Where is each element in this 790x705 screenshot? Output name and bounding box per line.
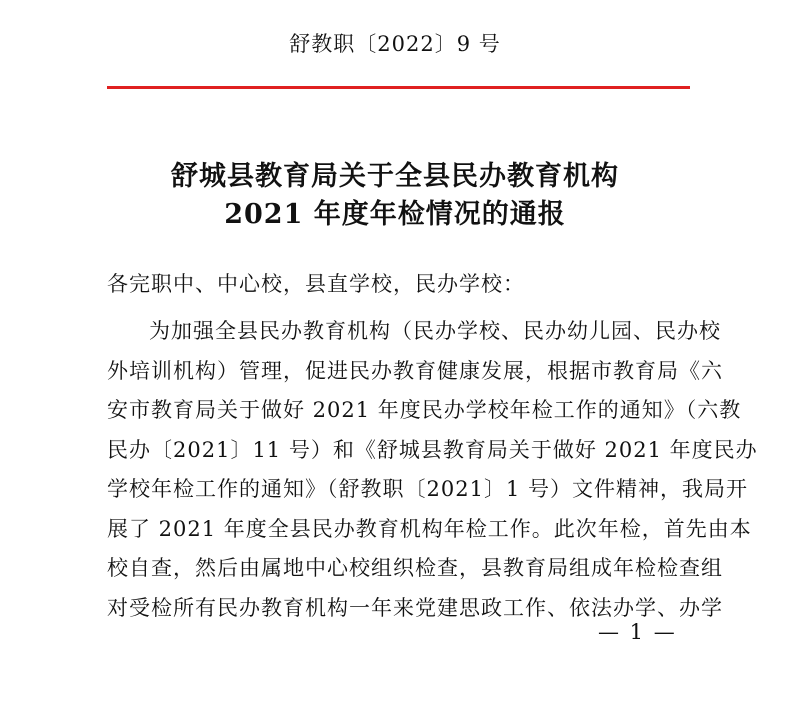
document-title <box>0 158 790 234</box>
body-line: 为加强全县民办教育机构（民办学校、民办幼儿园、民办校 <box>149 319 721 343</box>
title-line-1: 舒城县教育局关于全县民办教育机构 <box>171 161 619 192</box>
body-line: 展了 2021 年度全县民办教育机构年检工作。此次年检，首先由本 <box>107 516 752 541</box>
document-number: 舒教职〔2022〕9 号 <box>289 32 501 56</box>
body-line: 学校年检工作的通知》（舒教职〔2021〕1 号）文件精神，我局开 <box>107 477 748 501</box>
title-line-2: 2021 年度年检情况的通报 <box>224 199 566 230</box>
body-line: 校自查，然后由属地中心校组织检查，县教育局组成年检检查组 <box>107 556 723 580</box>
body-text <box>107 312 758 628</box>
body-line: 外培训机构）管理，促进民办教育健康发展，根据市教育局《六 <box>107 358 723 383</box>
red-header-rule <box>107 86 690 89</box>
body-line: 民办〔2021〕11 号）和《舒城县教育局关于做好 2021 年度民办 <box>107 437 758 462</box>
body-line: 安市教育局关于做好 2021 年度民办学校年检工作的通知》（六教 <box>107 398 742 422</box>
salutation: 各完职中、中心校，县直学校，民办学校： <box>107 272 525 296</box>
page-number: — 1 — <box>598 620 677 644</box>
body-line: 对受检所有民办教育机构一年来党建思政工作、依法办学、办学 <box>107 595 723 620</box>
